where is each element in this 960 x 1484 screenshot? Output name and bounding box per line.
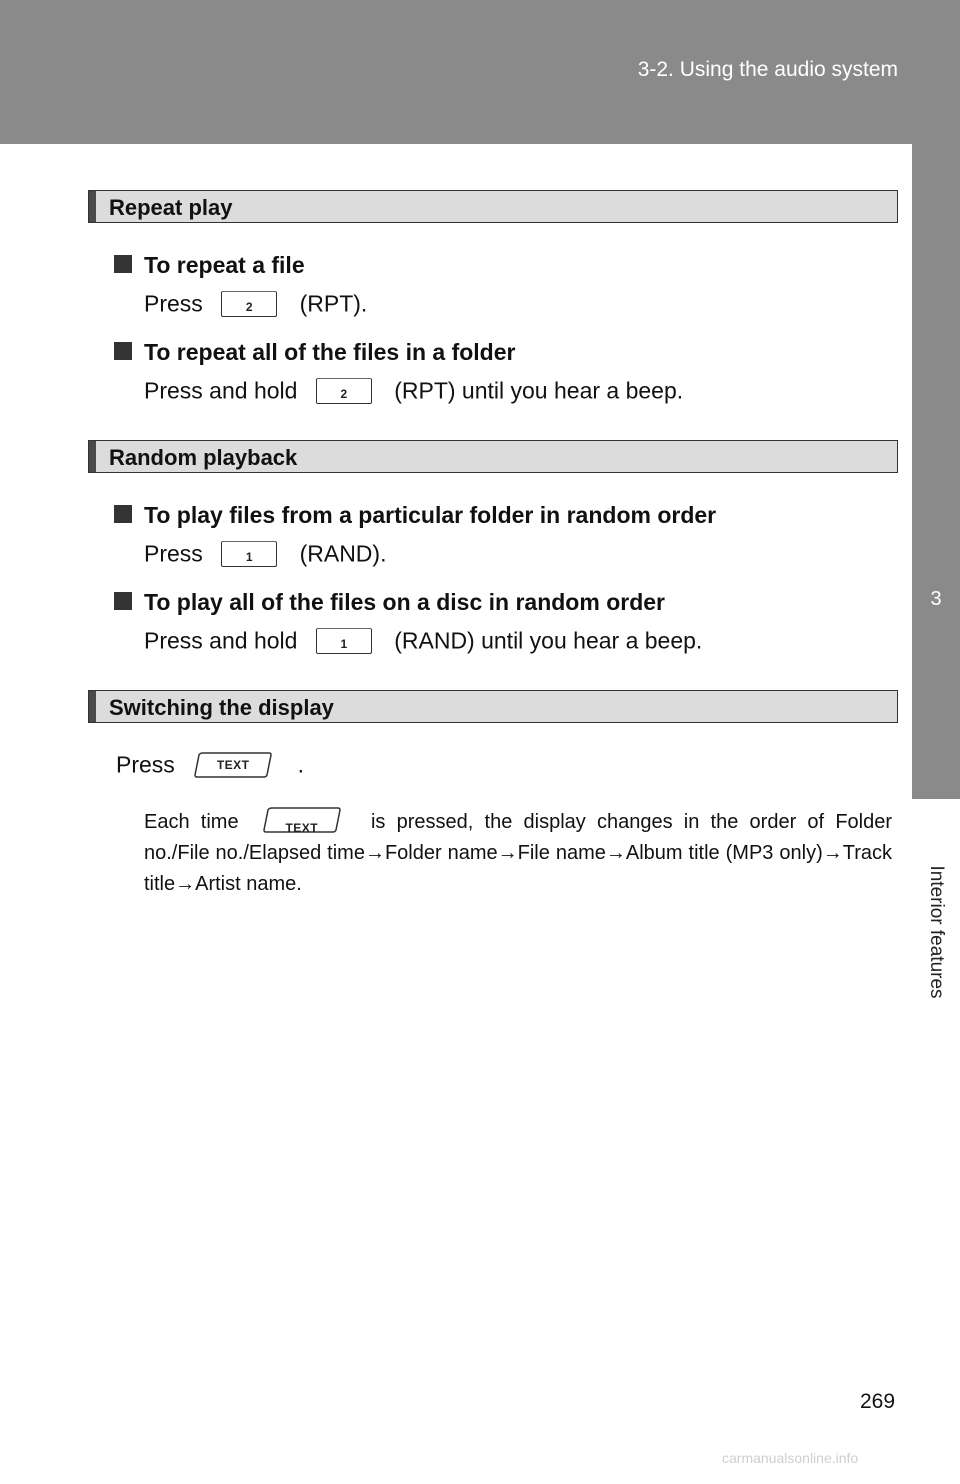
instruction-post: . — [297, 751, 304, 778]
subheading-random-folder — [114, 502, 716, 529]
section-title: Random playback — [109, 445, 298, 470]
section-header-random-playback — [88, 440, 898, 473]
key-label: TEXT — [285, 821, 319, 835]
instruction-pre: Press — [116, 751, 175, 778]
key-label: 2 — [340, 386, 348, 401]
note-post: is pressed, the display changes in the order of Folder no./File no./Elapsed time→Folder name→File name→Album title (MP3 only)→Track title→Artist name. — [144, 811, 893, 895]
header-section-title: 3-2. Using the audio system — [637, 58, 898, 81]
subheading-text: To play all of the files on a disc in random order — [144, 589, 665, 615]
instruction-switch-display — [116, 750, 304, 779]
section-header-repeat-play — [88, 190, 898, 223]
page-header — [0, 0, 960, 144]
key-label: 1 — [245, 549, 253, 564]
instruction-pre: Press and hold — [144, 377, 298, 404]
square-bullet-icon — [114, 255, 132, 273]
section-title: Repeat play — [109, 195, 233, 220]
section-title: Switching the display — [109, 695, 334, 720]
instruction-post: (RAND) until you hear a beep. — [394, 627, 703, 654]
subheading-repeat-folder — [114, 339, 515, 366]
button-1-key-icon — [221, 541, 277, 567]
subheading-repeat-file — [114, 252, 305, 279]
instruction-post: (RAND). — [299, 540, 387, 567]
button-2-key-icon — [221, 291, 277, 317]
square-bullet-icon — [114, 342, 132, 360]
button-1-key-icon — [316, 628, 372, 654]
instruction-post: (RPT). — [299, 290, 368, 317]
square-bullet-icon — [114, 505, 132, 523]
subheading-random-disc — [114, 589, 665, 616]
subheading-text: To repeat a file — [144, 252, 305, 278]
instruction-random-folder — [144, 539, 386, 567]
page-number: 269 — [860, 1390, 896, 1413]
subheading-text: To play files from a particular folder in random order — [144, 502, 717, 528]
note-pre: Each time — [144, 811, 239, 833]
square-bullet-icon — [114, 592, 132, 610]
instruction-pre: Press — [144, 290, 203, 317]
instruction-pre: Press and hold — [144, 627, 298, 654]
key-label: TEXT — [216, 757, 250, 772]
section-header-switching-display — [88, 690, 898, 723]
instruction-repeat-folder — [144, 376, 683, 404]
side-tab-chapter-block — [912, 554, 960, 799]
instruction-pre: Press — [144, 540, 203, 567]
watermark: carmanualsonline.info — [722, 1450, 859, 1466]
instruction-post: (RPT) until you hear a beep. — [394, 377, 684, 404]
text-key-icon — [262, 806, 342, 834]
chapter-number: 3 — [930, 588, 942, 610]
key-label: 1 — [340, 636, 348, 651]
chapter-side-tab — [912, 144, 960, 1484]
subheading-text: To repeat all of the files in a folder — [144, 339, 516, 365]
button-2-key-icon — [316, 378, 372, 404]
text-key-icon — [193, 751, 273, 779]
instruction-random-disc — [144, 626, 702, 654]
key-label: 2 — [245, 299, 253, 314]
side-tab-upper-band — [912, 144, 960, 554]
chapter-title: Interior features — [926, 865, 947, 999]
display-order-note — [144, 806, 892, 900]
instruction-repeat-file — [144, 289, 367, 317]
